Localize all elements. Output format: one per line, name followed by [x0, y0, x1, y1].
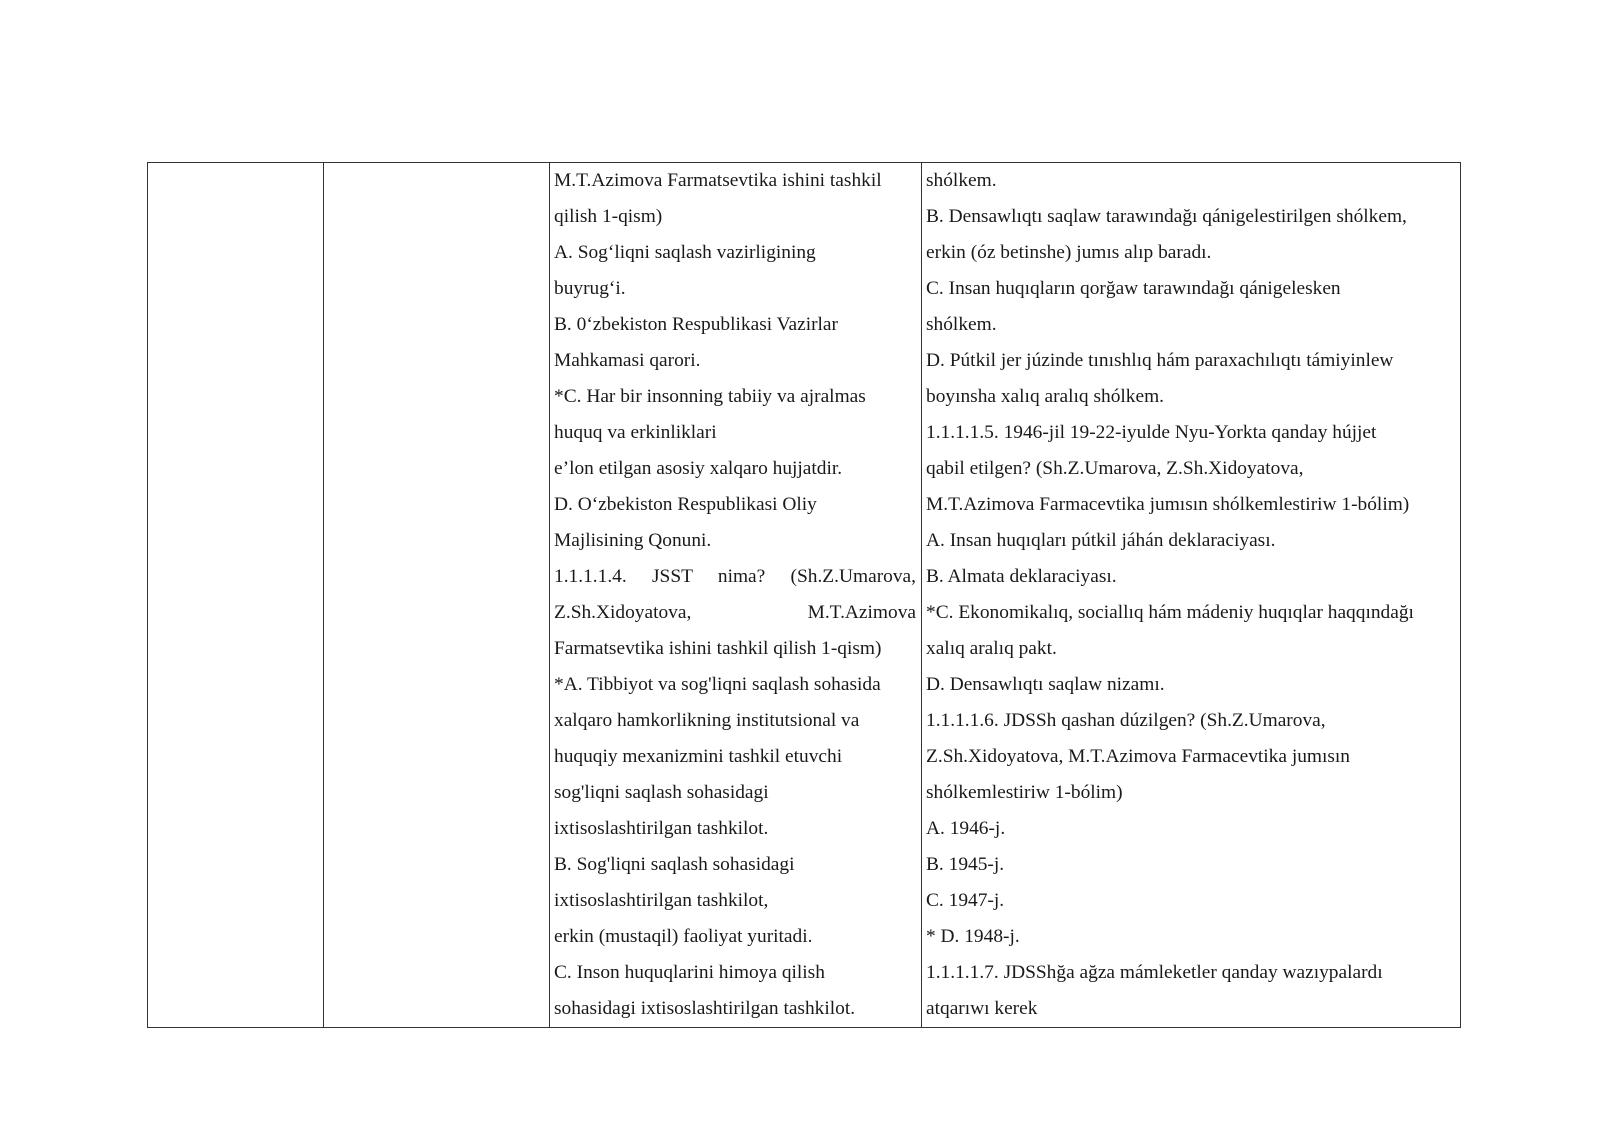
text-line: ixtisoslashtirilgan tashkilot. — [554, 818, 769, 839]
text-line: B. Sog'liqni saqlash sohasidagi — [554, 854, 795, 875]
text-line: *C. Har bir insonning tabiiy va ajralmas — [554, 386, 866, 407]
text-line: * D. 1948-j. — [926, 926, 1020, 947]
text-line: Majlisining Qonuni. — [554, 530, 712, 551]
text-line: erkin (óz betinshe) jumıs alıp baradı. — [926, 242, 1212, 263]
empty-cell-number — [148, 163, 324, 1028]
text-line: ixtisoslashtirilgan tashkilot, — [554, 890, 769, 911]
text-line: Mahkamasi qarori. — [554, 350, 701, 371]
text-line: D. Densawlıqtı saqlaw nizamı. — [926, 674, 1165, 695]
text-line: 1.1.1.1.6. JDSSh qashan dúzilgen? (Sh.Z.Umarova, — [926, 710, 1326, 731]
text-line: sohasidagi ixtisoslashtirilgan tashkilot. — [554, 998, 856, 1019]
text-line: C. Inson huquqlarini himoya qilish — [554, 962, 825, 983]
table-row — [148, 163, 1461, 1028]
text-line: C. 1947-j. — [926, 890, 1005, 911]
text-line: A. 1946-j. — [926, 818, 1006, 839]
text-line: D. O‘zbekiston Respublikasi Oliy — [554, 494, 817, 515]
text-line: xalqaro hamkorlikning institutsional va — [554, 710, 860, 731]
text-line: huquq va erkinliklari — [554, 422, 717, 443]
karakalpak-questions-text — [922, 163, 1460, 1027]
uzbek-questions-text — [550, 163, 921, 1027]
text-line: D. Pútkil jer júzinde tınıshlıq hám paraxachılıqtı támiyinlew — [926, 350, 1394, 371]
text-line: shólkem. — [926, 170, 997, 191]
text-line: B. 1945-j. — [926, 854, 1005, 875]
text-line: qabil etilgen? (Sh.Z.Umarova, Z.Sh.Xidoyatova, — [926, 458, 1304, 479]
text-line: buyrug‘i. — [554, 278, 626, 299]
text-line: shólkem. — [926, 314, 997, 335]
text-line: A. Sog‘liqni saqlash vazirligining — [554, 242, 816, 263]
text-line: qilish 1-qism) — [554, 206, 663, 227]
text-line: B. Densawlıqtı saqlaw tarawındağı qánigelestirilgen shólkem, — [926, 206, 1407, 227]
karakalpak-questions-cell — [922, 163, 1461, 1028]
text-line: 1.1.1.1.5. 1946-jil 19-22-iyulde Nyu-Yorkta qanday hújjet — [926, 422, 1377, 443]
text-line: Z.Sh.Xidoyatova, M.T.Azimova Farmacevtika jumısın — [926, 746, 1350, 767]
text-line: M.T.Azimova Farmatsevtika ishini tashkil — [554, 170, 882, 191]
text-line: 1.1.1.1.4. JSST nima? (Sh.Z.Umarova, — [554, 566, 916, 587]
text-line: M.T.Azimova Farmacevtika jumısın shólkemlestiriw 1-bólim) — [926, 494, 1410, 515]
text-line: A. Insan huqıqları pútkil jáhán deklaraciyası. — [926, 530, 1276, 551]
text-line: 1.1.1.1.7. JDSShğa ağza mámleketler qanday wazıypalardı — [926, 962, 1383, 983]
text-line: e’lon etilgan asosiy xalqaro hujjatdir. — [554, 458, 843, 479]
text-line: erkin (mustaqil) faoliyat yuritadi. — [554, 926, 813, 947]
text-line: B. Almata deklaraciyası. — [926, 566, 1117, 587]
text-line: boyınsha xalıq aralıq shólkem. — [926, 386, 1165, 407]
text-line: *C. Ekonomikalıq, sociallıq hám mádeniy huqıqlar haqqındağı — [926, 602, 1414, 623]
text-line: shólkemlestiriw 1-bólim) — [926, 782, 1123, 803]
text-line: xalıq aralıq pakt. — [926, 638, 1057, 659]
text-line: C. Insan huqıqların qorğaw tarawındağı qánigelesken — [926, 278, 1341, 299]
questions-table — [147, 162, 1461, 1028]
text-line: *A. Tibbiyot va sog'liqni saqlash sohasida — [554, 674, 881, 695]
text-line: sog'liqni saqlash sohasidagi — [554, 782, 769, 803]
text-line: atqarıwı kerek — [926, 998, 1038, 1019]
uzbek-questions-cell — [550, 163, 922, 1028]
text-line: B. 0‘zbekiston Respublikasi Vazirlar — [554, 314, 838, 335]
text-line: Farmatsevtika ishini tashkil qilish 1-qism) — [554, 638, 882, 659]
text-line: Z.Sh.Xidoyatova, M.T.Azimova — [554, 602, 916, 623]
text-line: huquqiy mexanizmini tashkil etuvchi — [554, 746, 843, 767]
empty-cell-topic — [324, 163, 550, 1028]
